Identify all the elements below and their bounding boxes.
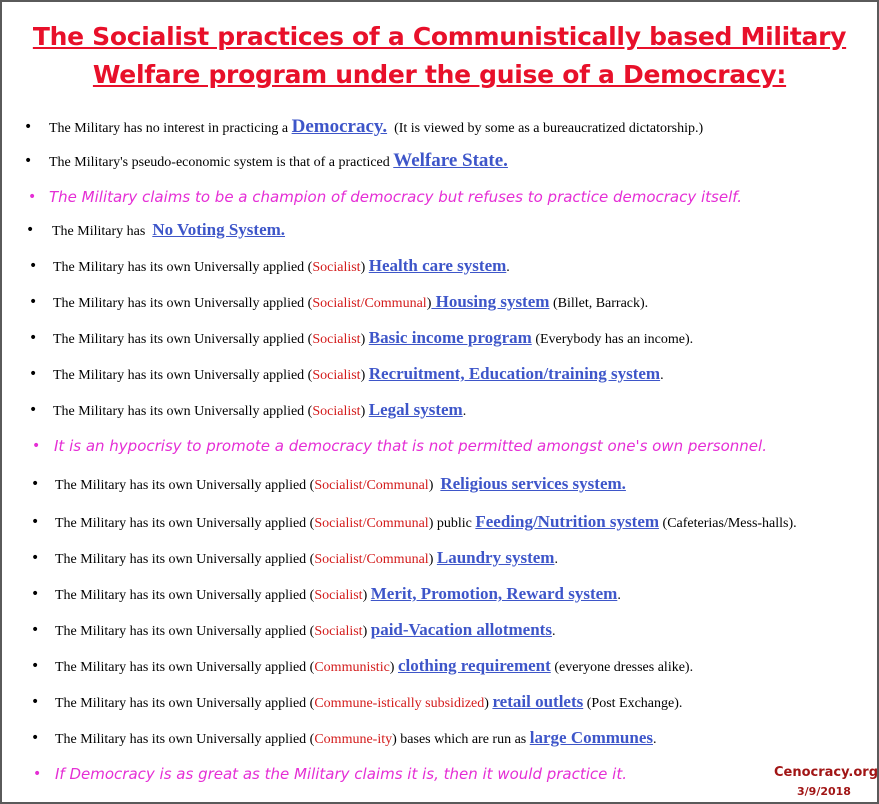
- item-text: The Military has its own Universally applied (: [55, 660, 315, 675]
- retail-outlets-link[interactable]: retail outlets: [492, 692, 584, 711]
- item-text: The Military has its own Universally applied (: [55, 588, 315, 603]
- item-text: The Military's pseudo-economic system is that of a practiced: [49, 155, 394, 170]
- publish-date: 3/9/2018: [797, 785, 851, 798]
- bullet: •: [31, 514, 40, 530]
- democracy-link[interactable]: Democracy.: [291, 116, 388, 137]
- no-voting-system-link[interactable]: No Voting System.: [152, 220, 286, 239]
- ideology-label: Socialist: [314, 588, 363, 603]
- laundry-system-link[interactable]: Laundry system: [436, 548, 555, 567]
- list-item: [2, 469, 877, 499]
- item-text: The Military has its own Universally applied (: [55, 696, 315, 711]
- item-text: ): [360, 368, 369, 383]
- item-text: ): [428, 478, 441, 493]
- ideology-label: Commune-ity: [314, 732, 393, 747]
- bullet: •: [33, 766, 42, 782]
- highlight-statement: If Democracy is as great as the Military claims it is, then it would practice it.: [55, 765, 627, 783]
- bullet: •: [29, 402, 38, 418]
- recruitment-education-link[interactable]: Recruitment, Education/training system: [368, 364, 661, 383]
- list-item: [2, 507, 877, 537]
- item-text: ): [360, 332, 369, 347]
- bullet: •: [31, 694, 40, 710]
- bullet: •: [31, 622, 40, 638]
- list-item: [2, 359, 877, 389]
- ideology-label: Socialist: [314, 624, 363, 639]
- item-text: ): [484, 696, 493, 711]
- item-text: ): [362, 624, 371, 639]
- item-text: The Military has no interest in practicing a: [49, 121, 292, 136]
- list-item: [2, 651, 877, 681]
- paid-vacation-link[interactable]: paid-Vacation allotments: [370, 620, 552, 639]
- site-name: Cenocracy.org: [774, 765, 879, 780]
- item-note: .: [660, 368, 664, 383]
- title-line-2: Welfare program under the guise of a Democracy:: [92, 60, 787, 89]
- item-text: ): [428, 552, 437, 567]
- feeding-nutrition-link[interactable]: Feeding/Nutrition system: [475, 512, 660, 531]
- bullet: •: [31, 658, 40, 674]
- item-text: ): [360, 260, 369, 275]
- list-item: [2, 323, 877, 353]
- item-text: The Military has its own Universally applied (: [55, 732, 315, 747]
- item-text: ) bases which are run as: [392, 732, 530, 747]
- ideology-label: Socialist/Communal: [314, 478, 429, 493]
- large-communes-link[interactable]: large Communes: [529, 728, 653, 747]
- list-item: [2, 287, 877, 317]
- ideology-label: Communistic: [314, 660, 390, 675]
- list-item: [2, 543, 877, 573]
- item-text: The Military has its own Universally applied (: [53, 368, 313, 383]
- ideology-label: Socialist: [312, 404, 361, 419]
- list-item: [2, 687, 877, 717]
- item-text: ): [389, 660, 398, 675]
- list-item: [2, 723, 877, 753]
- bullet: •: [26, 222, 35, 238]
- item-text: The Military has its own Universally applied (: [53, 296, 313, 311]
- ideology-label: Socialist: [312, 260, 361, 275]
- item-note: (Everybody has an income).: [531, 332, 694, 347]
- item-text: The Military has its own Universally applied (: [53, 260, 313, 275]
- list-item: [2, 395, 877, 425]
- merit-promotion-link[interactable]: Merit, Promotion, Reward system: [370, 584, 618, 603]
- ideology-label: Socialist: [312, 332, 361, 347]
- item-text: ): [360, 404, 369, 419]
- list-item: [2, 759, 742, 789]
- bullet: •: [31, 476, 40, 492]
- bullet: •: [31, 550, 40, 566]
- basic-income-program-link[interactable]: Basic income program: [368, 328, 532, 347]
- ideology-label: Socialist: [312, 368, 361, 383]
- legal-system-link[interactable]: Legal system: [368, 400, 463, 419]
- bullet: •: [28, 189, 37, 205]
- ideology-label: Socialist/Communal: [314, 516, 429, 531]
- ideology-label: Commune-istically subsidized: [314, 696, 485, 711]
- item-note: (everyone dresses alike).: [550, 660, 694, 675]
- item-note: (Billet, Barrack).: [549, 296, 649, 311]
- item-note: .: [506, 260, 510, 275]
- title-line-1: The Socialist practices of a Communistically based Military: [32, 22, 847, 51]
- religious-services-link[interactable]: Religious services system.: [440, 474, 626, 493]
- list-item: [2, 431, 877, 461]
- list-item: [2, 215, 877, 245]
- ideology-label: Socialist/Communal: [314, 552, 429, 567]
- bullet: •: [29, 366, 38, 382]
- bullet: •: [24, 119, 33, 135]
- item-text: The Military has its own Universally applied (: [55, 552, 315, 567]
- item-note: (Cafeterias/Mess-halls).: [659, 516, 797, 531]
- list-item: [2, 146, 877, 176]
- item-text: The Military has its own Universally applied (: [53, 404, 313, 419]
- clothing-requirement-link[interactable]: clothing requirement: [397, 656, 551, 675]
- item-note: .: [554, 552, 558, 567]
- bullet: •: [29, 294, 38, 310]
- highlight-statement: It is an hypocrisy to promote a democracy that is not permitted amongst one's own personnel.: [54, 437, 767, 455]
- item-text: The Military has its own Universally applied (: [55, 478, 315, 493]
- welfare-state-link[interactable]: Welfare State.: [393, 150, 508, 171]
- list-item: [2, 579, 877, 609]
- item-note: (Post Exchange).: [583, 696, 683, 711]
- item-text: ): [426, 296, 432, 311]
- bullet: •: [32, 438, 41, 454]
- item-text: The Military has: [52, 224, 153, 239]
- bullet: •: [31, 586, 40, 602]
- item-text: The Military has its own Universally applied (: [55, 624, 315, 639]
- item-text: ) public: [428, 516, 476, 531]
- item-text: The Military has its own Universally applied (: [53, 332, 313, 347]
- item-note: .: [617, 588, 621, 603]
- bullet: •: [24, 153, 33, 169]
- item-text: The Military has its own Universally applied (: [55, 516, 315, 531]
- health-care-system-link[interactable]: Health care system: [368, 256, 507, 275]
- item-text: ): [362, 588, 371, 603]
- item-note: .: [462, 404, 467, 419]
- ideology-label: Socialist/Communal: [312, 296, 427, 311]
- bullet: •: [29, 258, 38, 274]
- list-item: [2, 615, 877, 645]
- list-item: [2, 251, 877, 281]
- bullet: •: [31, 730, 40, 746]
- housing-system-link[interactable]: Housing system: [431, 292, 550, 311]
- item-note: .: [652, 732, 657, 747]
- bullet: •: [29, 330, 38, 346]
- item-note: (It is viewed by some as a bureaucratized dictatorship.): [387, 121, 704, 136]
- item-note: .: [551, 624, 556, 639]
- list-item: [2, 112, 877, 142]
- highlight-statement: The Military claims to be a champion of democracy but refuses to practice democracy itself.: [49, 188, 743, 206]
- list-item: [2, 182, 877, 212]
- page-title: [2, 18, 877, 94]
